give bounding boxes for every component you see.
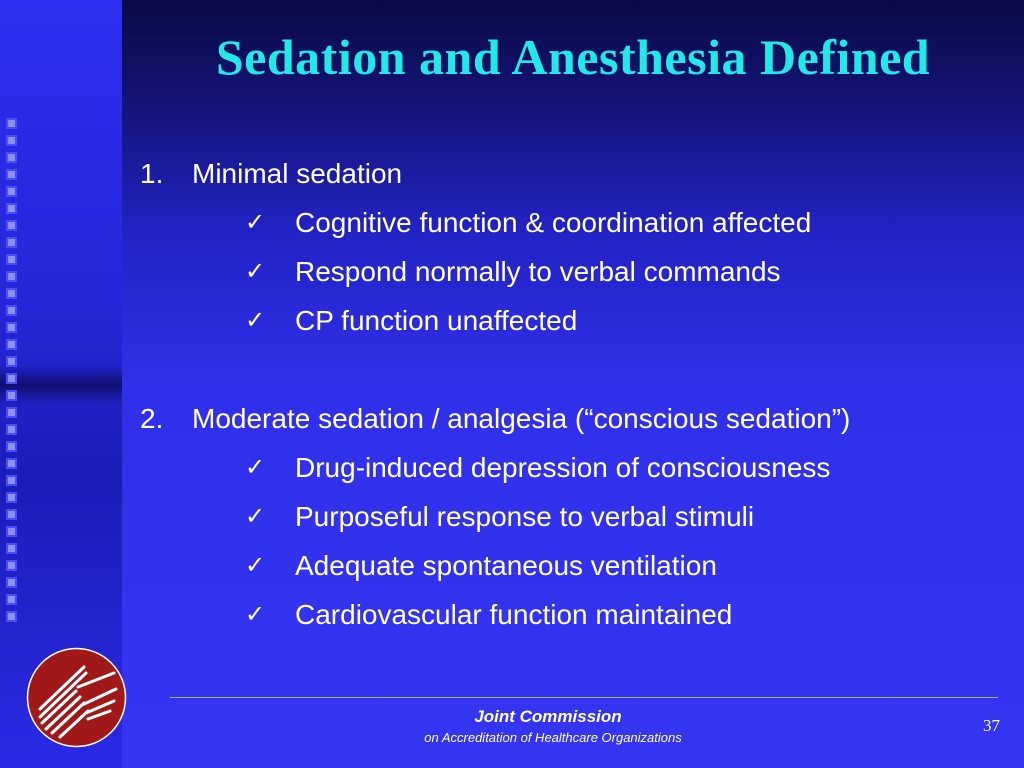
sub-bullet-text: Purposeful response to verbal stimuli — [295, 501, 755, 532]
footer-divider — [170, 697, 998, 698]
sub-bullet-text: Cardiovascular function maintained — [295, 599, 733, 630]
checkmark-icon: ✓ — [245, 600, 266, 628]
decorative-square — [6, 611, 17, 622]
decorative-square — [6, 135, 17, 146]
list-item — [140, 150, 1010, 198]
decorative-square — [6, 424, 17, 435]
decorative-square — [6, 475, 17, 486]
decorative-square — [6, 288, 17, 299]
decorative-square — [6, 373, 17, 384]
decorative-square — [6, 458, 17, 469]
sub-bullet — [140, 198, 1010, 247]
decorative-square — [6, 118, 17, 129]
decorative-square — [6, 560, 17, 571]
sub-bullet — [140, 590, 1010, 639]
checkmark-icon: ✓ — [245, 453, 266, 481]
checkmark-icon: ✓ — [245, 257, 266, 285]
decorative-square — [6, 492, 17, 503]
decorative-square — [6, 441, 17, 452]
joint-commission-logo — [26, 647, 127, 748]
decorative-square — [6, 577, 17, 588]
decorative-square — [6, 407, 17, 418]
sub-bullet-text: Respond normally to verbal commands — [295, 256, 781, 287]
sub-bullet — [140, 247, 1010, 296]
decorative-square — [6, 186, 17, 197]
decorative-square — [6, 305, 17, 316]
sub-bullet-text: Drug-induced depression of consciousness — [295, 452, 831, 483]
decorative-square — [6, 203, 17, 214]
item-text: Moderate sedation / analgesia (“conscious sedation”) — [192, 403, 851, 434]
decorative-square — [6, 237, 17, 248]
item-number: 1. — [140, 158, 164, 189]
slide-title: Sedation and Anesthesia Defined — [215, 29, 931, 85]
sub-bullet — [140, 296, 1010, 345]
decorative-square — [6, 339, 17, 350]
sub-bullet — [140, 541, 1010, 590]
spacer — [140, 345, 1010, 395]
footer-org-name: Joint Commission — [474, 707, 622, 726]
list-item — [140, 395, 1010, 443]
checkmark-icon: ✓ — [245, 551, 266, 579]
slide-content — [140, 150, 1010, 639]
decorative-square — [6, 543, 17, 554]
decorative-square — [6, 356, 17, 367]
decorative-square — [6, 509, 17, 520]
decorative-square — [6, 390, 17, 401]
checkmark-icon: ✓ — [245, 502, 266, 530]
decorative-square — [6, 526, 17, 537]
item-text: Minimal sedation — [192, 158, 403, 189]
decorative-squares — [6, 118, 30, 628]
decorative-square — [6, 152, 17, 163]
sub-bullet-text: Cognitive function & coordination affected — [295, 207, 812, 238]
item-number: 2. — [140, 403, 164, 434]
checkmark-icon: ✓ — [245, 208, 266, 236]
decorative-square — [6, 254, 17, 265]
checkmark-icon: ✓ — [245, 306, 266, 334]
decorative-square — [6, 169, 17, 180]
decorative-square — [6, 220, 17, 231]
sub-bullet — [140, 492, 1010, 541]
page-number: 37 — [983, 716, 1000, 735]
sub-bullet-text: Adequate spontaneous ventilation — [295, 550, 717, 581]
decorative-square — [6, 271, 17, 282]
decorative-square — [6, 322, 17, 333]
sub-bullet — [140, 443, 1010, 492]
sub-bullet-text: CP function unaffected — [295, 305, 578, 336]
decorative-square — [6, 594, 17, 605]
footer-org-subtitle: on Accreditation of Healthcare Organizations — [424, 730, 682, 745]
